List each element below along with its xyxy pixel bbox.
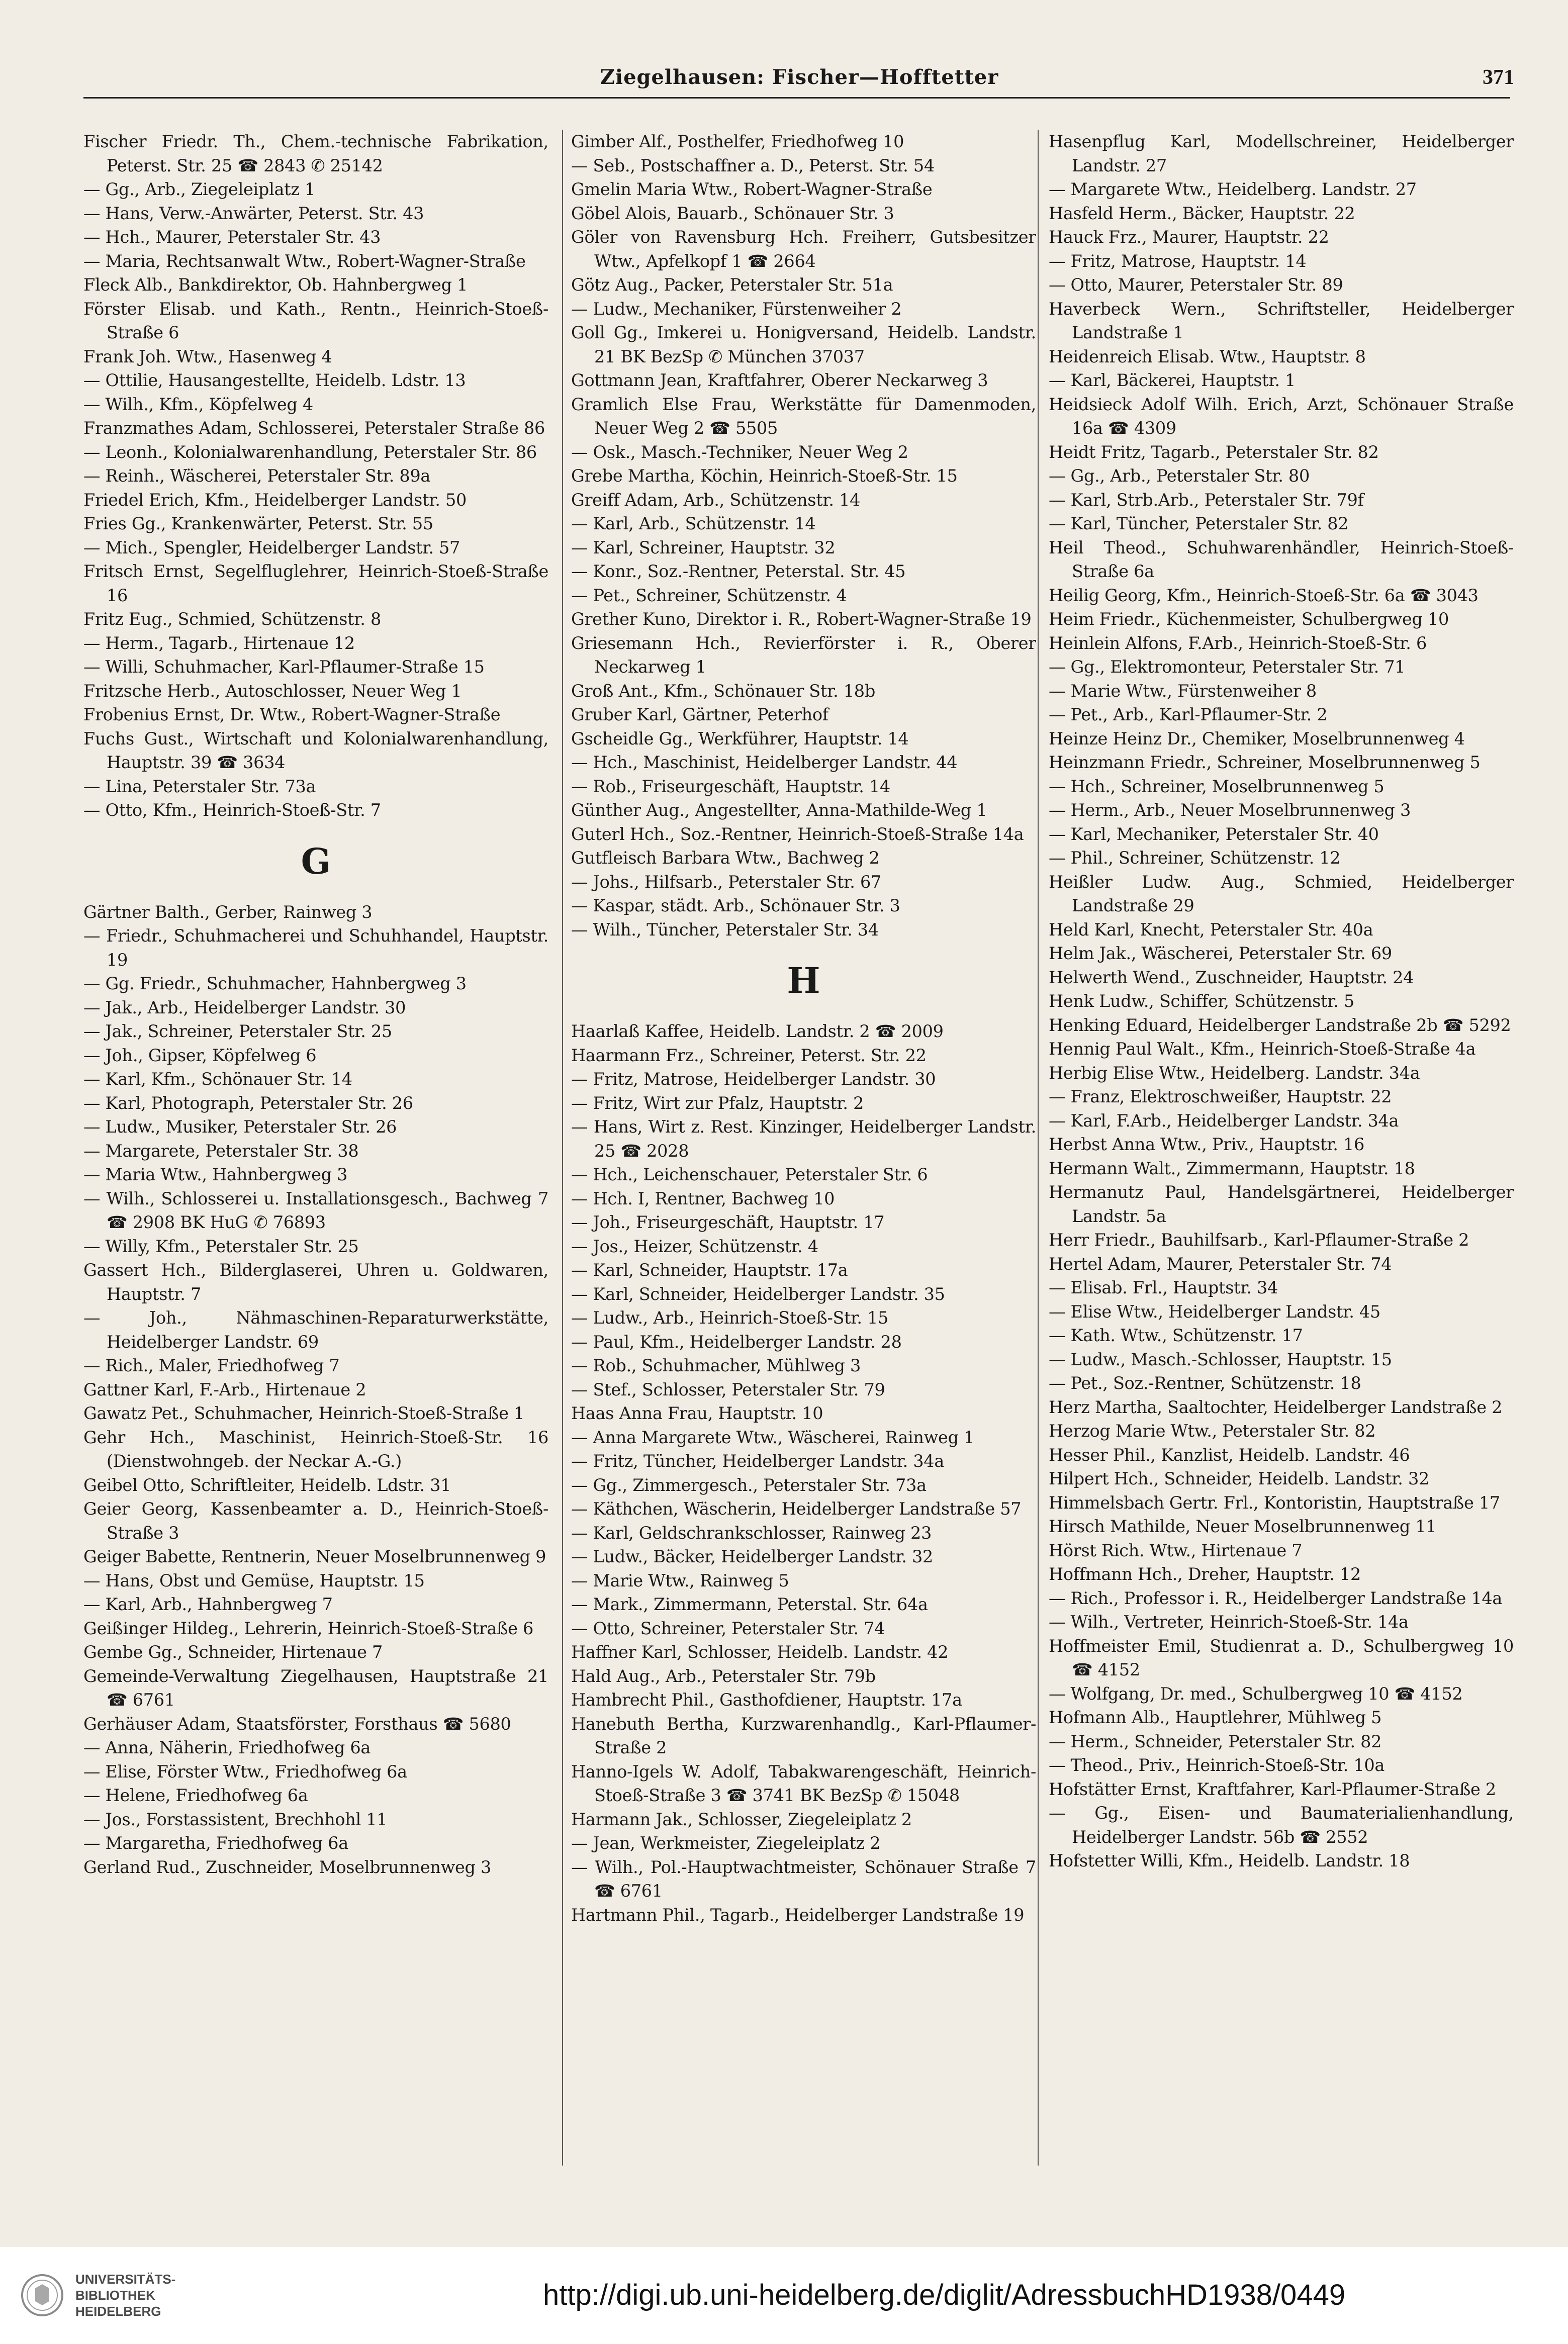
- directory-entry: — Fritz, Matrose, Hauptstr. 14: [1049, 251, 1307, 271]
- directory-entry: Hoffmann Hch., Dreher, Hauptstr. 12: [1049, 1564, 1361, 1584]
- directory-entry: Groß Ant., Kfm., Schönauer Str. 18b: [571, 681, 875, 701]
- directory-entry: — Otto, Maurer, Peterstaler Str. 89: [1049, 275, 1343, 295]
- directory-entry: Goll Gg., Imkerei u. Honigversand, Heidelb. Landstr. 21 BK BezSp ✆ München 37037: [571, 323, 1036, 366]
- directory-entry: — Fritz, Wirt zur Pfalz, Hauptstr. 2: [571, 1093, 864, 1113]
- directory-entry: — Maria Wtw., Hahnbergweg 3: [83, 1165, 348, 1184]
- directory-entry: — Wilh., Tüncher, Peterstaler Str. 34: [571, 919, 879, 940]
- directory-entry: — Karl, Schreiner, Hauptstr. 32: [571, 537, 836, 557]
- section-letter: H: [787, 960, 820, 1001]
- directory-entry: Hambrecht Phil., Gasthofdiener, Hauptstr. 17a: [571, 1690, 962, 1710]
- directory-entry: — Gg. Friedr., Schuhmacher, Hahnbergweg 3: [83, 974, 467, 993]
- column-divider: [1038, 130, 1039, 2166]
- directory-entry: Franzmathes Adam, Schlosserei, Peterstaler Straße 86: [83, 418, 545, 438]
- directory-entry: Gscheidle Gg., Werkführer, Hauptstr. 14: [571, 728, 909, 748]
- directory-entry: Gruber Karl, Gärtner, Peterhof: [571, 705, 828, 724]
- directory-entry: — Johs., Hilfsarb., Peterstaler Str. 67: [571, 872, 882, 892]
- directory-entry: Guterl Hch., Soz.-Rentner, Heinrich-Stoeß-Straße 14a: [571, 824, 1024, 844]
- directory-entry: — Jos., Forstassistent, Brechhohl 11: [83, 1809, 388, 1829]
- directory-entry: — Jak., Arb., Heidelberger Landstr. 30: [83, 997, 406, 1017]
- directory-entry: — Reinh., Wäscherei, Peterstaler Str. 89a: [83, 466, 431, 486]
- directory-entry: Frank Joh. Wtw., Hasenweg 4: [83, 346, 332, 366]
- directory-entry: — Otto, Schreiner, Peterstaler Str. 74: [571, 1618, 885, 1638]
- institution-name: [75, 2271, 256, 2319]
- directory-entry: Henking Eduard, Heidelberger Landstraße 2b ☎ 5292: [1049, 1015, 1511, 1035]
- directory-entry: — Helene, Friedhofweg 6a: [83, 1786, 308, 1805]
- directory-entry: Hofmann Alb., Hauptlehrer, Mühlweg 5: [1049, 1708, 1382, 1727]
- directory-entry: — Wilh., Kfm., Köpfelweg 4: [83, 394, 313, 414]
- institution-line: HEIDELBERG: [75, 2304, 161, 2319]
- directory-entry: — Wolfgang, Dr. med., Schulbergweg 10 ☎ 4152: [1049, 1683, 1463, 1704]
- directory-entry: Göbel Alois, Bauarb., Schönauer Str. 3: [571, 203, 894, 223]
- directory-entry: Helm Jak., Wäscherei, Peterstaler Str. 69: [1049, 944, 1392, 963]
- directory-entry: — Kaspar, städt. Arb., Schönauer Str. 3: [571, 896, 900, 915]
- directory-entry: — Karl, F.Arb., Heidelberger Landstr. 34a: [1049, 1110, 1399, 1131]
- directory-entry: Hilpert Hch., Schneider, Heidelb. Landstr. 32: [1049, 1469, 1429, 1488]
- directory-entry: — Paul, Kfm., Heidelberger Landstr. 28: [571, 1332, 902, 1352]
- directory-entry: Heim Friedr., Küchenmeister, Schulbergweg 10: [1049, 609, 1449, 629]
- directory-column-2: [571, 130, 1036, 2216]
- directory-entry: Helwerth Wend., Zuschneider, Hauptstr. 24: [1049, 967, 1414, 987]
- directory-entry: — Herm., Tagarb., Hirtenaue 12: [83, 633, 355, 653]
- directory-entry: — Joh., Gipser, Köpfelweg 6: [83, 1045, 317, 1065]
- directory-entry: — Karl, Geldschrankschlosser, Rainweg 23: [571, 1523, 932, 1543]
- directory-entry: — Käthchen, Wäscherin, Heidelberger Landstraße 57: [571, 1499, 1022, 1519]
- directory-entry: — Wilh., Pol.-Hauptwachtmeister, Schönauer Straße 7 ☎ 6761: [571, 1857, 1036, 1901]
- directory-entry: Gembe Gg., Schneider, Hirtenaue 7: [83, 1642, 383, 1662]
- directory-entry: — Ludw., Masch.-Schlosser, Hauptstr. 15: [1049, 1349, 1392, 1369]
- directory-entry: — Hans, Wirt z. Rest. Kinzinger, Heidelberger Landstr. 25 ☎ 2028: [571, 1117, 1036, 1161]
- header-rule: [83, 97, 1510, 99]
- directory-entry: — Hch., Maschinist, Heidelberger Landstr. 44: [571, 753, 958, 772]
- page-title: Ziegelhausen: Fischer—Hofftetter: [600, 65, 999, 89]
- directory-entry: — Gg., Arb., Ziegeleiplatz 1: [83, 179, 316, 199]
- directory-entry: — Pet., Soz.-Rentner, Schützenstr. 18: [1049, 1373, 1361, 1393]
- directory-entry: — Rob., Schuhmacher, Mühlweg 3: [571, 1356, 861, 1375]
- directory-entry: — Phil., Schreiner, Schützenstr. 12: [1049, 848, 1341, 868]
- directory-entry: — Fritz, Matrose, Heidelberger Landstr. 30: [571, 1069, 936, 1089]
- directory-entry: Hofstätter Ernst, Kraftfahrer, Karl-Pflaumer-Straße 2: [1049, 1779, 1496, 1799]
- directory-entry: — Joh., Friseurgeschäft, Hauptstr. 17: [571, 1212, 885, 1232]
- directory-entry: — Herm., Arb., Neuer Moselbrunnenweg 3: [1049, 800, 1411, 820]
- directory-entry: Geiger Babette, Rentnerin, Neuer Moselbrunnenweg 9: [83, 1547, 546, 1566]
- directory-entry: — Karl, Bäckerei, Hauptstr. 1: [1049, 370, 1296, 390]
- directory-entry: — Ludw., Musiker, Peterstaler Str. 26: [83, 1117, 397, 1137]
- directory-entry: — Karl, Strb.Arb., Peterstaler Str. 79f: [1049, 490, 1364, 510]
- directory-entry: — Jean, Werkmeister, Ziegeleiplatz 2: [571, 1833, 881, 1853]
- directory-entry: — Karl, Arb., Hahnbergweg 7: [83, 1595, 333, 1614]
- directory-entry: — Ottilie, Hausangestellte, Heidelb. Ldstr. 13: [83, 370, 466, 390]
- directory-entry: Fuchs Gust., Wirtschaft und Kolonialwarenhandlung, Hauptstr. 39 ☎ 3634: [83, 728, 548, 772]
- directory-entry: Hesser Phil., Kanzlist, Heidelb. Landstr. 46: [1049, 1445, 1410, 1465]
- directory-entry: Gassert Hch., Bilderglaserei, Uhren u. Goldwaren, Hauptstr. 7: [83, 1260, 548, 1304]
- directory-entry: Held Karl, Knecht, Peterstaler Str. 40a: [1049, 919, 1373, 940]
- directory-entry: — Karl, Schneider, Heidelberger Landstr. 35: [571, 1284, 945, 1304]
- directory-entry: — Friedr., Schuhmacherei und Schuhhandel, Hauptstr. 19: [83, 926, 548, 970]
- institution-line: UNIVERSITÄTS-: [75, 2272, 176, 2287]
- directory-entry: — Karl, Photograph, Peterstaler Str. 26: [83, 1093, 413, 1113]
- directory-entry: Hennig Paul Walt., Kfm., Heinrich-Stoeß-Straße 4a: [1049, 1039, 1476, 1059]
- directory-entry: Fischer Friedr. Th., Chem.-technische Fabrikation, Peterst. Str. 25 ☎ 2843 ✆ 25142: [83, 132, 548, 175]
- university-seal-icon: [20, 2273, 64, 2317]
- directory-entry: Günther Aug., Angestellter, Anna-Mathilde-Weg 1: [571, 800, 987, 820]
- section-letter: G: [301, 840, 331, 882]
- directory-entry: — Gg., Zimmergesch., Peterstaler Str. 73a: [571, 1475, 927, 1495]
- directory-entry: Göler von Ravensburg Hch. Freiherr, Gutsbesitzer Wtw., Apfelkopf 1 ☎ 2664: [571, 227, 1036, 271]
- directory-entry: Hasfeld Herm., Bäcker, Hauptstr. 22: [1049, 203, 1355, 223]
- directory-entry: — Herm., Schneider, Peterstaler Str. 82: [1049, 1731, 1382, 1751]
- directory-entry: — Theod., Priv., Heinrich-Stoeß-Str. 10a: [1049, 1755, 1385, 1775]
- directory-entry: — Ludw., Mechaniker, Fürstenweiher 2: [571, 299, 902, 319]
- directory-entry: Grether Kuno, Direktor i. R., Robert-Wagner-Straße 19: [571, 609, 1032, 629]
- directory-entry: Fleck Alb., Bankdirektor, Ob. Hahnbergweg 1: [83, 275, 468, 295]
- directory-entry: — Jak., Schreiner, Peterstaler Str. 25: [83, 1021, 392, 1041]
- directory-entry: Heinzmann Friedr., Schreiner, Moselbrunnenweg 5: [1049, 753, 1481, 772]
- directory-entry: — Karl, Arb., Schützenstr. 14: [571, 514, 816, 533]
- directory-entry: Herr Friedr., Bauhilfsarb., Karl-Pflaumer-Straße 2: [1049, 1230, 1469, 1250]
- directory-entry: Gawatz Pet., Schuhmacher, Heinrich-Stoeß-Straße 1: [83, 1403, 525, 1423]
- directory-entry: Fritzsche Herb., Autoschlosser, Neuer Weg 1: [83, 681, 462, 701]
- directory-entry: Heidsieck Adolf Wilh. Erich, Arzt, Schönauer Straße 16a ☎ 4309: [1049, 394, 1514, 438]
- directory-entry: — Hch., Maurer, Peterstaler Str. 43: [83, 227, 381, 247]
- directory-entry: — Hch., Leichenschauer, Peterstaler Str. 6: [571, 1165, 928, 1184]
- directory-entry: Gerland Rud., Zuschneider, Moselbrunnenweg 3: [83, 1857, 492, 1877]
- directory-entry: — Gg., Elektromonteur, Peterstaler Str. 71: [1049, 657, 1406, 677]
- directory-entry: Hartmann Phil., Tagarb., Heidelberger Landstraße 19: [571, 1905, 1025, 1925]
- directory-entry: — Rich., Professor i. R., Heidelberger Landstraße 14a: [1049, 1588, 1503, 1608]
- directory-entry: — Kath. Wtw., Schützenstr. 17: [1049, 1326, 1303, 1345]
- digitization-footer: [0, 2247, 1568, 2344]
- directory-entry: Griesemann Hch., Revierförster i. R., Oberer Neckarweg 1: [571, 633, 1036, 677]
- directory-entry: — Mark., Zimmermann, Peterstal. Str. 64a: [571, 1595, 928, 1614]
- directory-entry: — Gg., Arb., Peterstaler Str. 80: [1049, 466, 1310, 486]
- directory-entry: — Elise Wtw., Heidelberger Landstr. 45: [1049, 1301, 1380, 1322]
- directory-entry: Hald Aug., Arb., Peterstaler Str. 79b: [571, 1666, 876, 1686]
- directory-entry: Hoffmeister Emil, Studienrat a. D., Schulbergweg 10 ☎ 4152: [1049, 1636, 1514, 1679]
- directory-entry: — Willy, Kfm., Peterstaler Str. 25: [83, 1236, 359, 1256]
- directory-entry: — Elisab. Frl., Hauptstr. 34: [1049, 1278, 1278, 1297]
- directory-column-1: [83, 130, 548, 2216]
- directory-entry: Heilig Georg, Kfm., Heinrich-Stoeß-Str. 6a ☎ 3043: [1049, 585, 1479, 605]
- directory-entry: — Wilh., Schlosserei u. Installationsgesch., Bachweg 7 ☎ 2908 BK HuG ✆ 76893: [83, 1188, 548, 1232]
- directory-entry: Frobenius Ernst, Dr. Wtw., Robert-Wagner-Straße: [83, 705, 501, 724]
- directory-entry: Heinlein Alfons, F.Arb., Heinrich-Stoeß-Str. 6: [1049, 633, 1427, 653]
- directory-entry: Hörst Rich. Wtw., Hirtenaue 7: [1049, 1540, 1303, 1560]
- directory-entry: Gärtner Balth., Gerber, Rainweg 3: [83, 902, 373, 922]
- directory-entry: Geibel Otto, Schriftleiter, Heidelb. Ldstr. 31: [83, 1475, 451, 1495]
- directory-entry: Gmelin Maria Wtw., Robert-Wagner-Straße: [571, 179, 933, 199]
- directory-entry: Heidenreich Elisab. Wtw., Hauptstr. 8: [1049, 346, 1366, 366]
- directory-entry: — Hans, Verw.-Anwärter, Peterst. Str. 43: [83, 203, 424, 223]
- directory-column-3: [1049, 130, 1514, 2216]
- directory-entry: Gimber Alf., Posthelfer, Friedhofweg 10: [571, 132, 904, 151]
- directory-entry: — Fritz, Tüncher, Heidelberger Landstr. 34a: [571, 1451, 944, 1471]
- directory-entry: Fries Gg., Krankenwärter, Peterst. Str. 55: [83, 514, 433, 533]
- source-url[interactable]: http://digi.ub.uni-heidelberg.de/diglit/AdressbuchHD1938/0449: [543, 2279, 1346, 2311]
- directory-entry: — Hch. I, Rentner, Bachweg 10: [571, 1188, 835, 1208]
- directory-entry: — Karl, Kfm., Schönauer Str. 14: [83, 1069, 352, 1089]
- directory-entry: Heil Theod., Schuhwarenhändler, Heinrich-Stoeß-Straße 6a: [1049, 537, 1514, 581]
- directory-entry: Heidt Fritz, Tagarb., Peterstaler Str. 82: [1049, 442, 1379, 462]
- directory-entry: — Anna, Näherin, Friedhofweg 6a: [83, 1738, 371, 1757]
- directory-entry: Himmelsbach Gertr. Frl., Kontoristin, Hauptstraße 17: [1049, 1492, 1500, 1513]
- directory-entry: Henk Ludw., Schiffer, Schützenstr. 5: [1049, 991, 1354, 1011]
- directory-entry: — Stef., Schlosser, Peterstaler Str. 79: [571, 1379, 885, 1399]
- directory-entry: — Rob., Friseurgeschäft, Hauptstr. 14: [571, 776, 890, 796]
- directory-entry: Greiff Adam, Arb., Schützenstr. 14: [571, 490, 861, 510]
- directory-entry: Fritz Eug., Schmied, Schützenstr. 8: [83, 609, 381, 629]
- directory-entry: — Margarete Wtw., Heidelberg. Landstr. 27: [1049, 179, 1417, 199]
- directory-entry: Gerhäuser Adam, Staatsförster, Forsthaus ☎ 5680: [83, 1714, 511, 1734]
- column-divider: [562, 130, 563, 2166]
- directory-entry: Hofstetter Willi, Kfm., Heidelb. Landstr. 18: [1049, 1851, 1410, 1870]
- directory-entry: Fritsch Ernst, Segelfluglehrer, Heinrich-Stoeß-Straße 16: [83, 561, 548, 605]
- directory-entry: Geier Georg, Kassenbeamter a. D., Heinrich-Stoeß-Straße 3: [83, 1499, 548, 1543]
- directory-entry: — Lina, Peterstaler Str. 73a: [83, 776, 316, 796]
- directory-entry: Geißinger Hildeg., Lehrerin, Heinrich-Stoeß-Straße 6: [83, 1618, 534, 1638]
- page-number: 371: [1483, 66, 1514, 89]
- institution-line: BIBLIOTHEK: [75, 2288, 155, 2303]
- directory-entry: — Rich., Maler, Friedhofweg 7: [83, 1356, 340, 1375]
- directory-entry: — Otto, Kfm., Heinrich-Stoeß-Str. 7: [83, 800, 381, 820]
- directory-entry: Hirsch Mathilde, Neuer Moselbrunnenweg 11: [1049, 1517, 1437, 1536]
- directory-entry: Heißler Ludw. Aug., Schmied, Heidelberger Landstraße 29: [1049, 872, 1514, 915]
- directory-entry: Götz Aug., Packer, Peterstaler Str. 51a: [571, 275, 893, 295]
- directory-entry: Hauck Frz., Maurer, Hauptstr. 22: [1049, 227, 1329, 247]
- directory-entry: — Joh., Nähmaschinen-Reparaturwerkstätte, Heidelberger Landstr. 69: [83, 1308, 548, 1352]
- directory-entry: — Seb., Postschaffner a. D., Peterst. Str. 54: [571, 155, 935, 175]
- directory-entry: Haarlaß Kaffee, Heidelb. Landstr. 2 ☎ 2009: [571, 1021, 944, 1041]
- directory-entry: Grebe Martha, Köchin, Heinrich-Stoeß-Str. 15: [571, 466, 958, 486]
- directory-entry: Hertel Adam, Maurer, Peterstaler Str. 74: [1049, 1254, 1392, 1274]
- directory-entry: Gattner Karl, F.-Arb., Hirtenaue 2: [83, 1379, 366, 1399]
- directory-entry: Haarmann Frz., Schreiner, Peterst. Str. 22: [571, 1045, 927, 1065]
- directory-entry: Heinze Heinz Dr., Chemiker, Moselbrunnenweg 4: [1049, 728, 1465, 748]
- directory-entry: — Gg., Eisen- und Baumaterialienhandlung, Heidelberger Landstr. 56b ☎ 2552: [1049, 1803, 1514, 1847]
- directory-entry: — Marie Wtw., Rainweg 5: [571, 1570, 789, 1590]
- directory-entry: — Anna Margarete Wtw., Wäscherei, Rainweg 1: [571, 1427, 975, 1447]
- directory-entry: — Maria, Rechtsanwalt Wtw., Robert-Wagner-Straße: [83, 251, 526, 271]
- directory-entry: — Franz, Elektroschweißer, Hauptstr. 22: [1049, 1087, 1392, 1106]
- directory-entry: — Konr., Soz.-Rentner, Peterstal. Str. 45: [571, 561, 906, 581]
- directory-entry: Haas Anna Frau, Hauptstr. 10: [571, 1403, 823, 1423]
- directory-entry: — Pet., Arb., Karl-Pflaumer-Str. 2: [1049, 705, 1328, 724]
- directory-entry: — Jos., Heizer, Schützenstr. 4: [571, 1236, 818, 1256]
- directory-entry: Herbig Elise Wtw., Heidelberg. Landstr. 34a: [1049, 1063, 1420, 1083]
- directory-entry: Gutfleisch Barbara Wtw., Bachweg 2: [571, 848, 880, 868]
- directory-entry: Gottmann Jean, Kraftfahrer, Oberer Neckarweg 3: [571, 370, 988, 390]
- directory-entry: — Osk., Masch.-Techniker, Neuer Weg 2: [571, 442, 908, 462]
- directory-entry: — Ludw., Arb., Heinrich-Stoeß-Str. 15: [571, 1308, 889, 1328]
- directory-entry: — Mich., Spengler, Heidelberger Landstr. 57: [83, 537, 460, 557]
- directory-entry: Haffner Karl, Schlosser, Heidelb. Landstr. 42: [571, 1642, 949, 1662]
- directory-entry: — Ludw., Bäcker, Heidelberger Landstr. 32: [571, 1547, 933, 1566]
- directory-entry: Hermanutz Paul, Handelsgärtnerei, Heidelberger Landstr. 5a: [1049, 1182, 1514, 1226]
- directory-entry: — Pet., Schreiner, Schützenstr. 4: [571, 585, 847, 605]
- directory-entry: — Elise, Förster Wtw., Friedhofweg 6a: [83, 1761, 407, 1782]
- directory-entry: Harmann Jak., Schlosser, Ziegeleiplatz 2: [571, 1809, 912, 1829]
- directory-entry: — Karl, Schneider, Hauptstr. 17a: [571, 1260, 848, 1280]
- directory-entry: Gehr Hch., Maschinist, Heinrich-Stoeß-Str. 16 (Dienstwohngeb. der Neckar A.-G.): [83, 1427, 548, 1471]
- directory-entry: — Marie Wtw., Fürstenweiher 8: [1049, 681, 1317, 701]
- directory-entry: — Leonh., Kolonialwarenhandlung, Peterstaler Str. 86: [83, 442, 537, 462]
- directory-entry: Haverbeck Wern., Schriftsteller, Heidelberger Landstraße 1: [1049, 299, 1514, 342]
- directory-entry: — Hans, Obst und Gemüse, Hauptstr. 15: [83, 1570, 425, 1590]
- directory-entry: Herbst Anna Wtw., Priv., Hauptstr. 16: [1049, 1135, 1364, 1154]
- directory-entry: Hasenpflug Karl, Modellschreiner, Heidelberger Landstr. 27: [1049, 132, 1514, 175]
- directory-entry: Herzog Marie Wtw., Peterstaler Str. 82: [1049, 1421, 1376, 1441]
- directory-entry: Hermann Walt., Zimmermann, Hauptstr. 18: [1049, 1158, 1415, 1178]
- directory-entry: — Margaretha, Friedhofweg 6a: [83, 1833, 348, 1853]
- directory-entry: Gemeinde-Verwaltung Ziegelhausen, Hauptstraße 21 ☎ 6761: [83, 1666, 548, 1710]
- directory-entry: Friedel Erich, Kfm., Heidelberger Landstr. 50: [83, 490, 467, 510]
- directory-entry: Gramlich Else Frau, Werkstätte für Damenmoden, Neuer Weg 2 ☎ 5505: [571, 394, 1036, 438]
- directory-entry: Herz Martha, Saaltochter, Heidelberger Landstraße 2: [1049, 1397, 1503, 1417]
- directory-entry: Hanno-Igels W. Adolf, Tabakwarengeschäft, Heinrich-Stoeß-Straße 3 ☎ 3741 BK BezSp ✆ 15048: [571, 1761, 1036, 1805]
- directory-entry: Hanebuth Bertha, Kurzwarenhandlg., Karl-Pflaumer-Straße 2: [571, 1714, 1036, 1757]
- directory-entry: Förster Elisab. und Kath., Rentn., Heinrich-Stoeß-Straße 6: [83, 299, 548, 342]
- directory-entry: — Wilh., Vertreter, Heinrich-Stoeß-Str. 14a: [1049, 1612, 1409, 1632]
- directory-entry: — Karl, Mechaniker, Peterstaler Str. 40: [1049, 824, 1379, 844]
- directory-entry: — Willi, Schuhmacher, Karl-Pflaumer-Straße 15: [83, 657, 485, 677]
- directory-entry: — Margarete, Peterstaler Str. 38: [83, 1141, 359, 1161]
- directory-entry: — Hch., Schreiner, Moselbrunnenweg 5: [1049, 776, 1385, 796]
- directory-entry: — Karl, Tüncher, Peterstaler Str. 82: [1049, 514, 1349, 533]
